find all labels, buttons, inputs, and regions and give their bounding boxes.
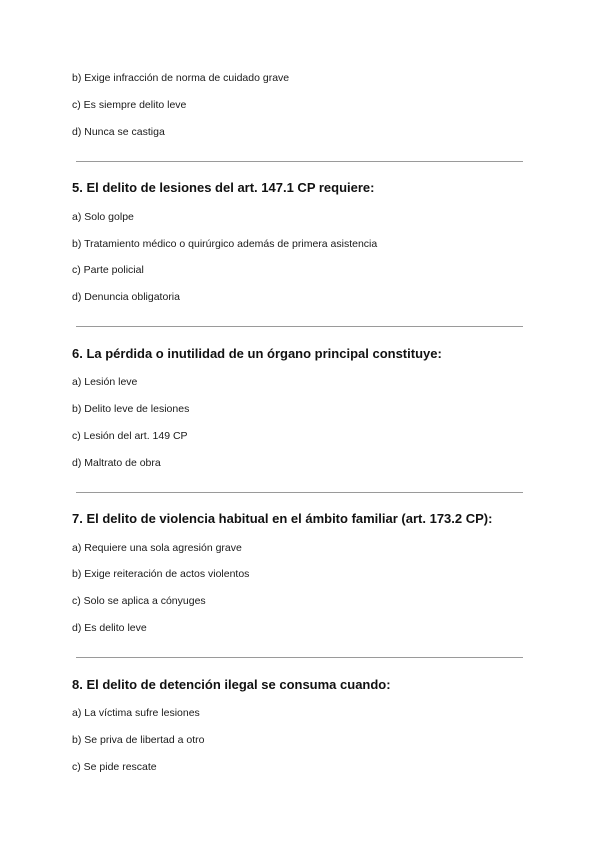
- option-q4-d: d) Nunca se castiga: [72, 126, 165, 138]
- option-q4-c: c) Es siempre delito leve: [72, 99, 187, 111]
- separator-line: [76, 161, 523, 162]
- option-q7-d: d) Es delito leve: [72, 622, 147, 634]
- option-q6-c: c) Lesión del art. 149 CP: [72, 430, 188, 442]
- separator-line: [76, 657, 523, 658]
- option-q8-b: b) Se priva de libertad a otro: [72, 734, 205, 746]
- option-q8-c: c) Se pide rescate: [72, 761, 157, 773]
- option-q5-b: b) Tratamiento médico o quirúrgico además de primera asistencia: [72, 238, 378, 250]
- question-7-title: 7. El delito de violencia habitual en el ámbito familiar (art. 173.2 CP):: [72, 511, 493, 526]
- question-8-title: 8. El delito de detención ilegal se consuma cuando:: [72, 677, 391, 692]
- option-q6-a: a) Lesión leve: [72, 376, 138, 388]
- question-5-title: 5. El delito de lesiones del art. 147.1 CP requiere:: [72, 180, 375, 195]
- separator-line: [76, 326, 523, 327]
- question-6-title: 6. La pérdida o inutilidad de un órgano principal constituye:: [72, 346, 442, 361]
- separator-line: [76, 492, 523, 493]
- option-q6-b: b) Delito leve de lesiones: [72, 403, 190, 415]
- option-q5-d: d) Denuncia obligatoria: [72, 291, 180, 303]
- option-q8-a: a) La víctima sufre lesiones: [72, 707, 200, 719]
- option-q7-a: a) Requiere una sola agresión grave: [72, 542, 242, 554]
- option-q5-a: a) Solo golpe: [72, 211, 134, 223]
- option-q5-c: c) Parte policial: [72, 264, 144, 276]
- option-q6-d: d) Maltrato de obra: [72, 457, 161, 469]
- option-q7-c: c) Solo se aplica a cónyuges: [72, 595, 206, 607]
- option-q4-b: b) Exige infracción de norma de cuidado grave: [72, 72, 290, 84]
- option-q7-b: b) Exige reiteración de actos violentos: [72, 568, 250, 580]
